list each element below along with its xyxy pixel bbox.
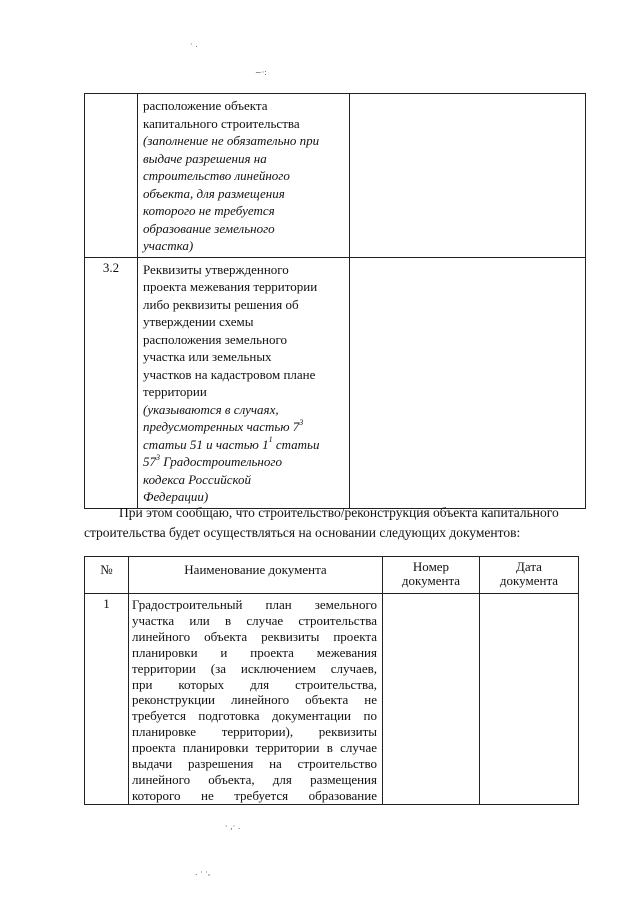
note-line: предусмотренных частью $7^3$ <box>143 417 304 434</box>
note-line: $57^3$ Градостроительного <box>143 452 282 469</box>
table-row <box>85 594 579 805</box>
scan-mark: ~·: <box>255 68 267 77</box>
label-line: расположение объекта <box>143 98 268 113</box>
note-line: строительство линейного <box>143 168 290 183</box>
table-row <box>85 257 586 508</box>
row-value-cell[interactable] <box>350 257 586 508</box>
label-line: утверждении схемы <box>143 314 254 329</box>
label-line: участка или земельных <box>143 349 272 364</box>
label-line: капитального строительства <box>143 115 300 131</box>
scan-mark: · . <box>190 40 198 49</box>
table-header-row <box>85 557 579 594</box>
note-line: выдаче разрешения на <box>143 150 267 166</box>
document-name-cell: Градостроительный план земельного участка или в случае строительства линейного объекта реквизиты проекта планировки и проекта межевания территории (за исключением случаев, при которых для строительства, реконструкции линейного объекта не требуется подготовка документации по планировке территории), реквизиты проекта планировки территории в случае выдачи разрешения на строительство линейного объекта, для размещения которого не требуется образование <box>129 594 383 805</box>
row-value-cell[interactable] <box>350 94 586 258</box>
header-document-date: Дата документа <box>480 557 579 594</box>
note-line: которого не требуется <box>143 203 275 218</box>
document-date-cell[interactable] <box>480 594 579 805</box>
header-document-number: Номер документа <box>383 557 480 594</box>
label-line: расположения земельного <box>143 331 287 347</box>
row-number-cell: 3.2 <box>85 257 138 508</box>
header-document-name: Наименование документа <box>129 557 383 594</box>
header-number: № <box>85 557 129 594</box>
paragraph-line: При этом сообщаю, что строительство/реконструкция объекта капитального <box>119 505 559 520</box>
documents-table <box>84 556 579 805</box>
note-line: участка) <box>143 238 194 253</box>
note-line: образование земельного <box>143 220 275 236</box>
paragraph-line: строительства будет осуществляться на основании следующих документов: <box>84 525 521 540</box>
info-table <box>84 93 586 509</box>
note-line: кодекса Российской <box>143 471 252 487</box>
scan-mark: . · ·, <box>195 868 211 877</box>
label-line: либо реквизиты решения об <box>143 296 299 312</box>
note-line: (заполнение не обязательно при <box>143 133 320 148</box>
label-line: территории <box>143 384 207 399</box>
label-line: Реквизиты утвержденного <box>143 261 289 277</box>
row-number-cell: 1 <box>85 594 129 805</box>
document-number-cell[interactable] <box>383 594 480 805</box>
row-label-cell <box>138 257 350 508</box>
note-line: объекта, для размещения <box>143 185 285 201</box>
note-line: (указываются в случаях, <box>143 401 279 417</box>
label-line: проекта межевания территории <box>143 279 318 294</box>
label-line: участков на кадастровом плане <box>143 366 316 382</box>
note-line: Федерации) <box>143 489 209 504</box>
table-row <box>85 94 586 258</box>
scan-mark: · ,· . <box>225 822 241 831</box>
row-label-cell <box>138 94 350 258</box>
note-line: статьи 51 и частью $1^1$ статьи <box>143 435 320 452</box>
row-number-cell <box>85 94 138 258</box>
